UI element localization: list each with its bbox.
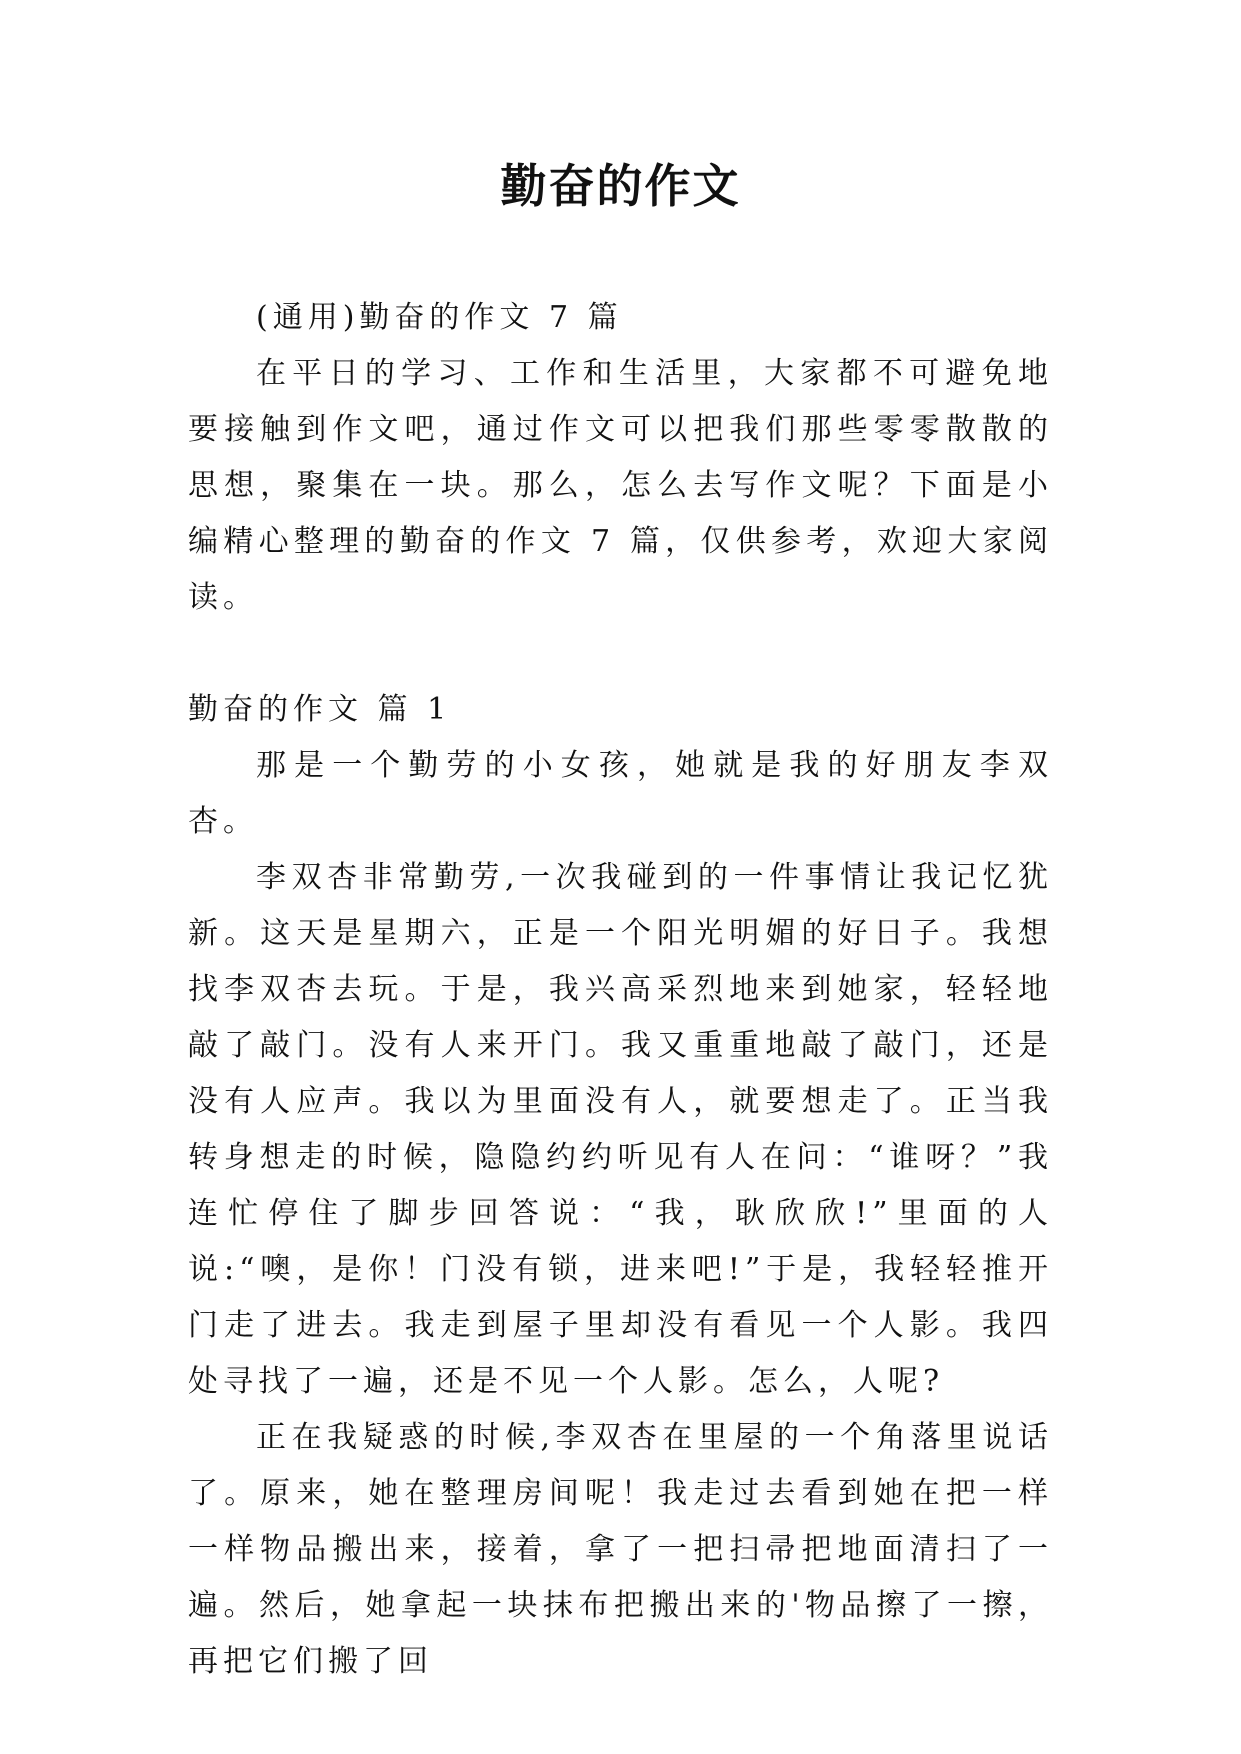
intro-paragraph: 在平日的学习、工作和生活里，大家都不可避免地要接触到作文吧，通过作文可以把我们那些零零散散的思想，聚集在一块。那么，怎么去写作文呢？下面是小编精心整理的勤奋的作文 7 篇，仅供参考，欢迎大家阅读。 <box>188 356 1053 615</box>
body-paragraph: 李双杏非常勤劳,一次我碰到的一件事情让我记忆犹新。这天是星期六，正是一个阳光明媚的好日子。我想找李双杏去玩。于是，我兴高采烈地来到她家，轻轻地敲了敲门。没有人来开门。我又重重地敲了敲门，还是没有人应声。我以为里面没有人，就要想走了。正当我转身想走的时候，隐隐约约听见有人在问：“谁呀？”我连忙停住了脚步回答说：“我，耿欣欣!”里面的人说:“噢，是你！门没有锁，进来吧!”于是，我轻轻推开门走了进去。我走到屋子里却没有看见一个人影。我四处寻找了一遍，还是不见一个人影。怎么，人呢? <box>188 860 1053 1399</box>
document-subtitle: (通用)勤奋的作文 7 篇 <box>256 300 623 335</box>
body-paragraph: 那是一个勤劳的小女孩，她就是我的好朋友李双杏。 <box>188 748 1053 839</box>
document-body <box>188 290 1053 1690</box>
section-heading: 勤奋的作文 篇 1 <box>188 692 452 727</box>
body-paragraph: 正在我疑惑的时候,李双杏在里屋的一个角落里说话了。原来，她在整理房间呢！我走过去看到她在把一样一样物品搬出来，接着，拿了一把扫帚把地面清扫了一遍。然后，她拿起一块抹布把搬出来的'物品擦了一擦，再把它们搬了回 <box>188 1420 1053 1679</box>
document-title: 勤奋的作文 <box>500 159 741 213</box>
